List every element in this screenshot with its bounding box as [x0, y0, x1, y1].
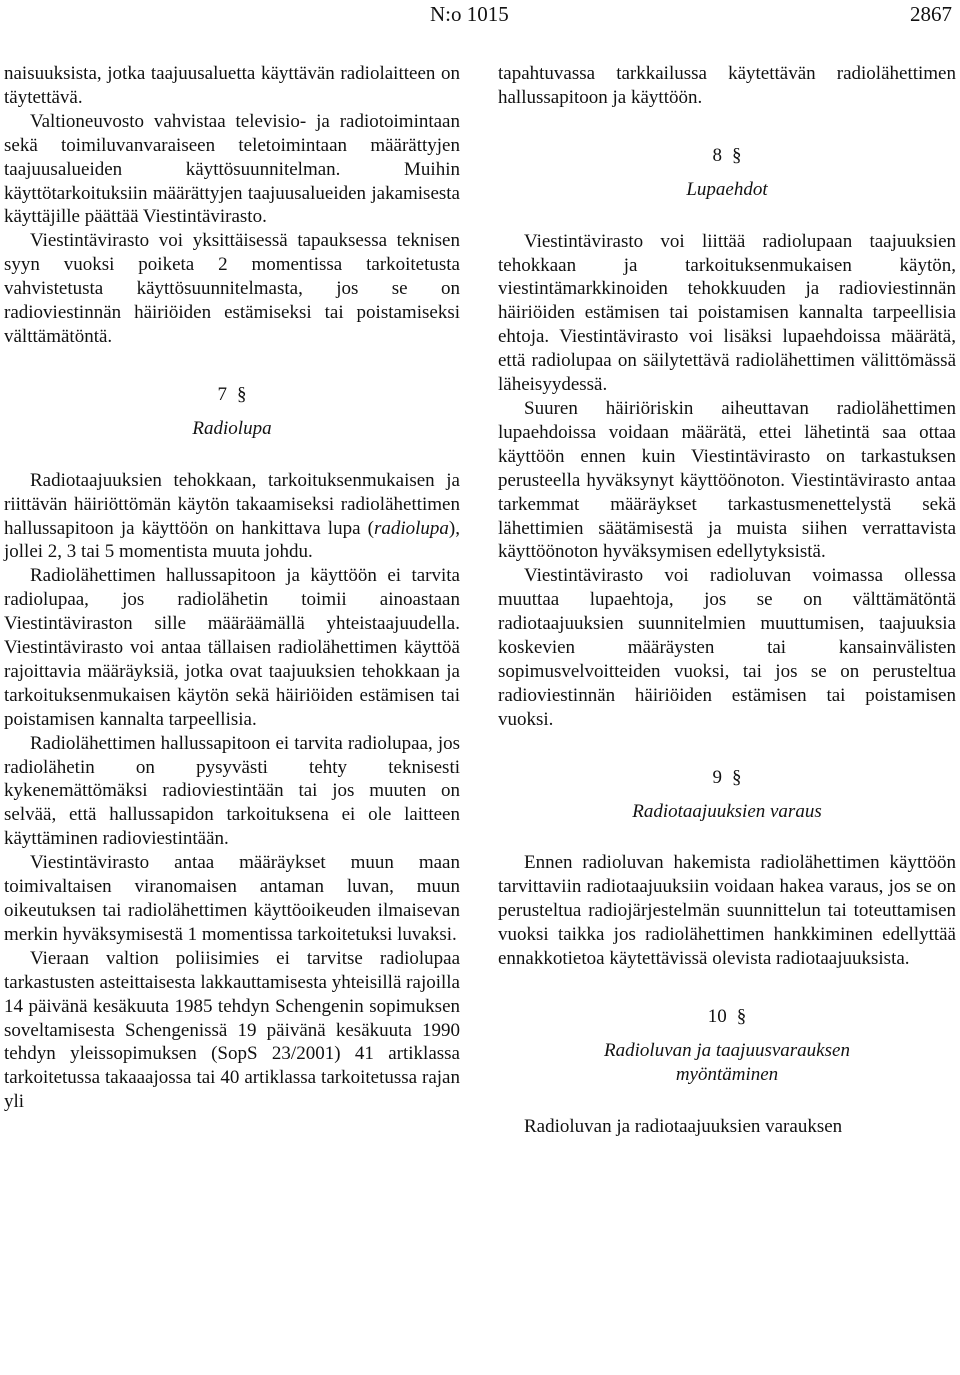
section-symbol: § [736, 1006, 747, 1027]
section-title-line: Radioluvan ja taajuusvarauksen [604, 1039, 850, 1061]
section-symbol: § [732, 766, 742, 788]
section-title [498, 1039, 956, 1087]
section-title: Radiotaajuuksien varaus [632, 800, 822, 822]
paragraph: Radiolähettimen hallussapitoon ei tarvita radiolupaa, jos radiolähetin on pysyvästi tehty teknisesti kykenemättömäksi radioviestintään tai jos muuten on selvää, että hallussapidon tarkoituksena ei ole laitteen käyttäminen radioviestintään. [4, 732, 460, 850]
section-number: 10 [707, 1006, 727, 1027]
page-header [0, 2, 960, 32]
section-title: Lupaehdot [686, 178, 768, 200]
paragraph [4, 469, 460, 565]
section-heading-7 [4, 383, 460, 407]
text-run: ), jollei 2, 3 tai 5 momentista muuta johdu. [4, 517, 460, 563]
paragraph: naisuuksista, jotka taajuusaluetta käyttävän radiolaitteen on täytettävä. [4, 63, 460, 108]
section-heading-10 [498, 1005, 956, 1029]
section-title-line: myöntäminen [675, 1063, 779, 1085]
section-heading-9 [498, 766, 956, 790]
page-number: 2867 [910, 2, 952, 26]
text-run: Radiotaajuuksien tehokkaan, tarkoituksenmukaisen ja riittävän häiriöttömän käytön takaamiseksi radiolähettimen hallussapitoon ja käyttöön on hankittava lupa ( [4, 469, 460, 539]
paragraph: tapahtuvassa tarkkailussa käytettävän radiolähettimen hallussapitoon ja käyttöön. [498, 63, 956, 108]
paragraph: Valtioneuvosto vahvistaa televisio- ja radiotoimintaan sekä toimiluvanvaraiseen teletoimintaan määrättyjen taajuusalueiden käyttösuunnitelman. Muihin käyttötarkoituksiin määrättyjen taajuusalueiden jakamisesta käyttäjille päättää Viestintävirasto. [4, 110, 460, 228]
section-symbol: § [732, 144, 742, 166]
paragraph: Viestintävirasto voi yksittäisessä tapauksessa teknisen syyn vuoksi poiketa 2 momentissa tarkoitetusta vahvistetusta käyttösuunnitelmasta, jos se on radioviestinnän häiriöiden estämiseksi tai poistamiseksi välttämätöntä. [4, 230, 460, 347]
right-column [498, 62, 956, 1139]
section-symbol: § [237, 383, 247, 405]
emphasis: radiolupa [373, 517, 449, 539]
section-number: 9 [712, 766, 722, 788]
paragraph: Viestintävirasto voi radioluvan voimassa ollessa muuttaa lupaehtoja, jos se on välttämätöntä radiotaajuuksien suunnitelmien muuttumisen, taajuuksia koskevien määräysten tai kansainvälisten sopimusvelvoitteiden vuoksi, tai jos se on perusteltua radioviestinnän häiriöiden estämisen tai poistamisen vuoksi. [498, 565, 956, 730]
paragraph: Radiolähettimen hallussapitoon ja käyttöön ei tarvita radiolupaa, jos radiolähetin toimii ainoastaan Viestintäviraston sille määräämällä yhteistaajuudella. Viestintävirasto voi antaa tällaisen radiolähettimen käyttöä rajoittavia määräyksiä, jotka ovat taajuuksien tehokkaan ja tarkoituksenmukaisen käytön sekä häiriöiden estämisen tai poistamisen kannalta tarpeellisia. [4, 565, 460, 730]
section-number: 7 [217, 383, 227, 405]
paragraph: Radioluvan ja radiotaajuuksien varauksen [524, 1115, 843, 1137]
left-column [4, 62, 460, 1114]
issue-number: N:o 1015 [430, 2, 509, 26]
section-number: 8 [712, 144, 722, 166]
paragraph: Ennen radioluvan hakemista radiolähettimen käyttöön tarvittaviin radiotaajuuksiin voidaan hakea varaus, jos se on perusteltua radiojärjestelmän suunnittelun tai toteuttamisen vuoksi taikka jos radiolähettimen hankkiminen edellyttää ennakkotietoa käytettävissä olevista radiotaajuuksista. [498, 852, 956, 970]
paragraph: Vieraan valtion poliisimies ei tarvitse radiolupaa tarkastusten asteittaisesta lakkauttamisesta yhteisillä rajoilla 14 päivänä kesäkuuta 1985 tehdyn Schengenin sopimuksen soveltamisesta Schengenissä 19 päivänä kesäkuuta 1990 tehdyn yleissopimuksen (SopS 23/2001) 41 artiklassa tarkoitetussa takaaajossa tai 40 artiklassa tarkoitetussa rajan yli [4, 947, 460, 1113]
section-heading-8 [498, 144, 956, 168]
paragraph: Viestintävirasto voi liittää radiolupaan taajuuksien tehokkaan ja tarkoituksenmukaisen käytön, viestintämarkkinoiden tehokkuuden ja radioviestinnän häiriöiden estämisen tai poistamisen kannalta tarpeellisia ehtoja. Viestintävirasto voi lisäksi lupaehdoissa määrätä, että radiolupaa on säilytettävä radiolähettimen välittömässä läheisyydessä. [498, 230, 956, 396]
paragraph: Viestintävirasto antaa määräykset muun maan toimivaltaisen viranomaisen antaman luvan, muun oikeutuksen tai radiolähettimen käyttöoikeuden ilmaisevan merkin hyväksymisestä 1 momentissa tarkoitetuksi luvaksi. [4, 852, 460, 945]
section-title: Radiolupa [192, 417, 272, 439]
paragraph: Suuren häiriöriskin aiheuttavan radiolähettimen lupaehdoissa voidaan määrätä, ettei lähetintä saa ottaa käyttöön ennen kuin Viestintävirasto on tarkastuksen perusteella hyväksynyt käyttöönoton. Viestintävirasto antaa tarkemmat määräykset tarkastusmenettelystä sekä lähettimien säätämisestä ja muista siihen verrattavista käyttöönoton hyväksymisen edellytyksistä. [498, 397, 956, 563]
